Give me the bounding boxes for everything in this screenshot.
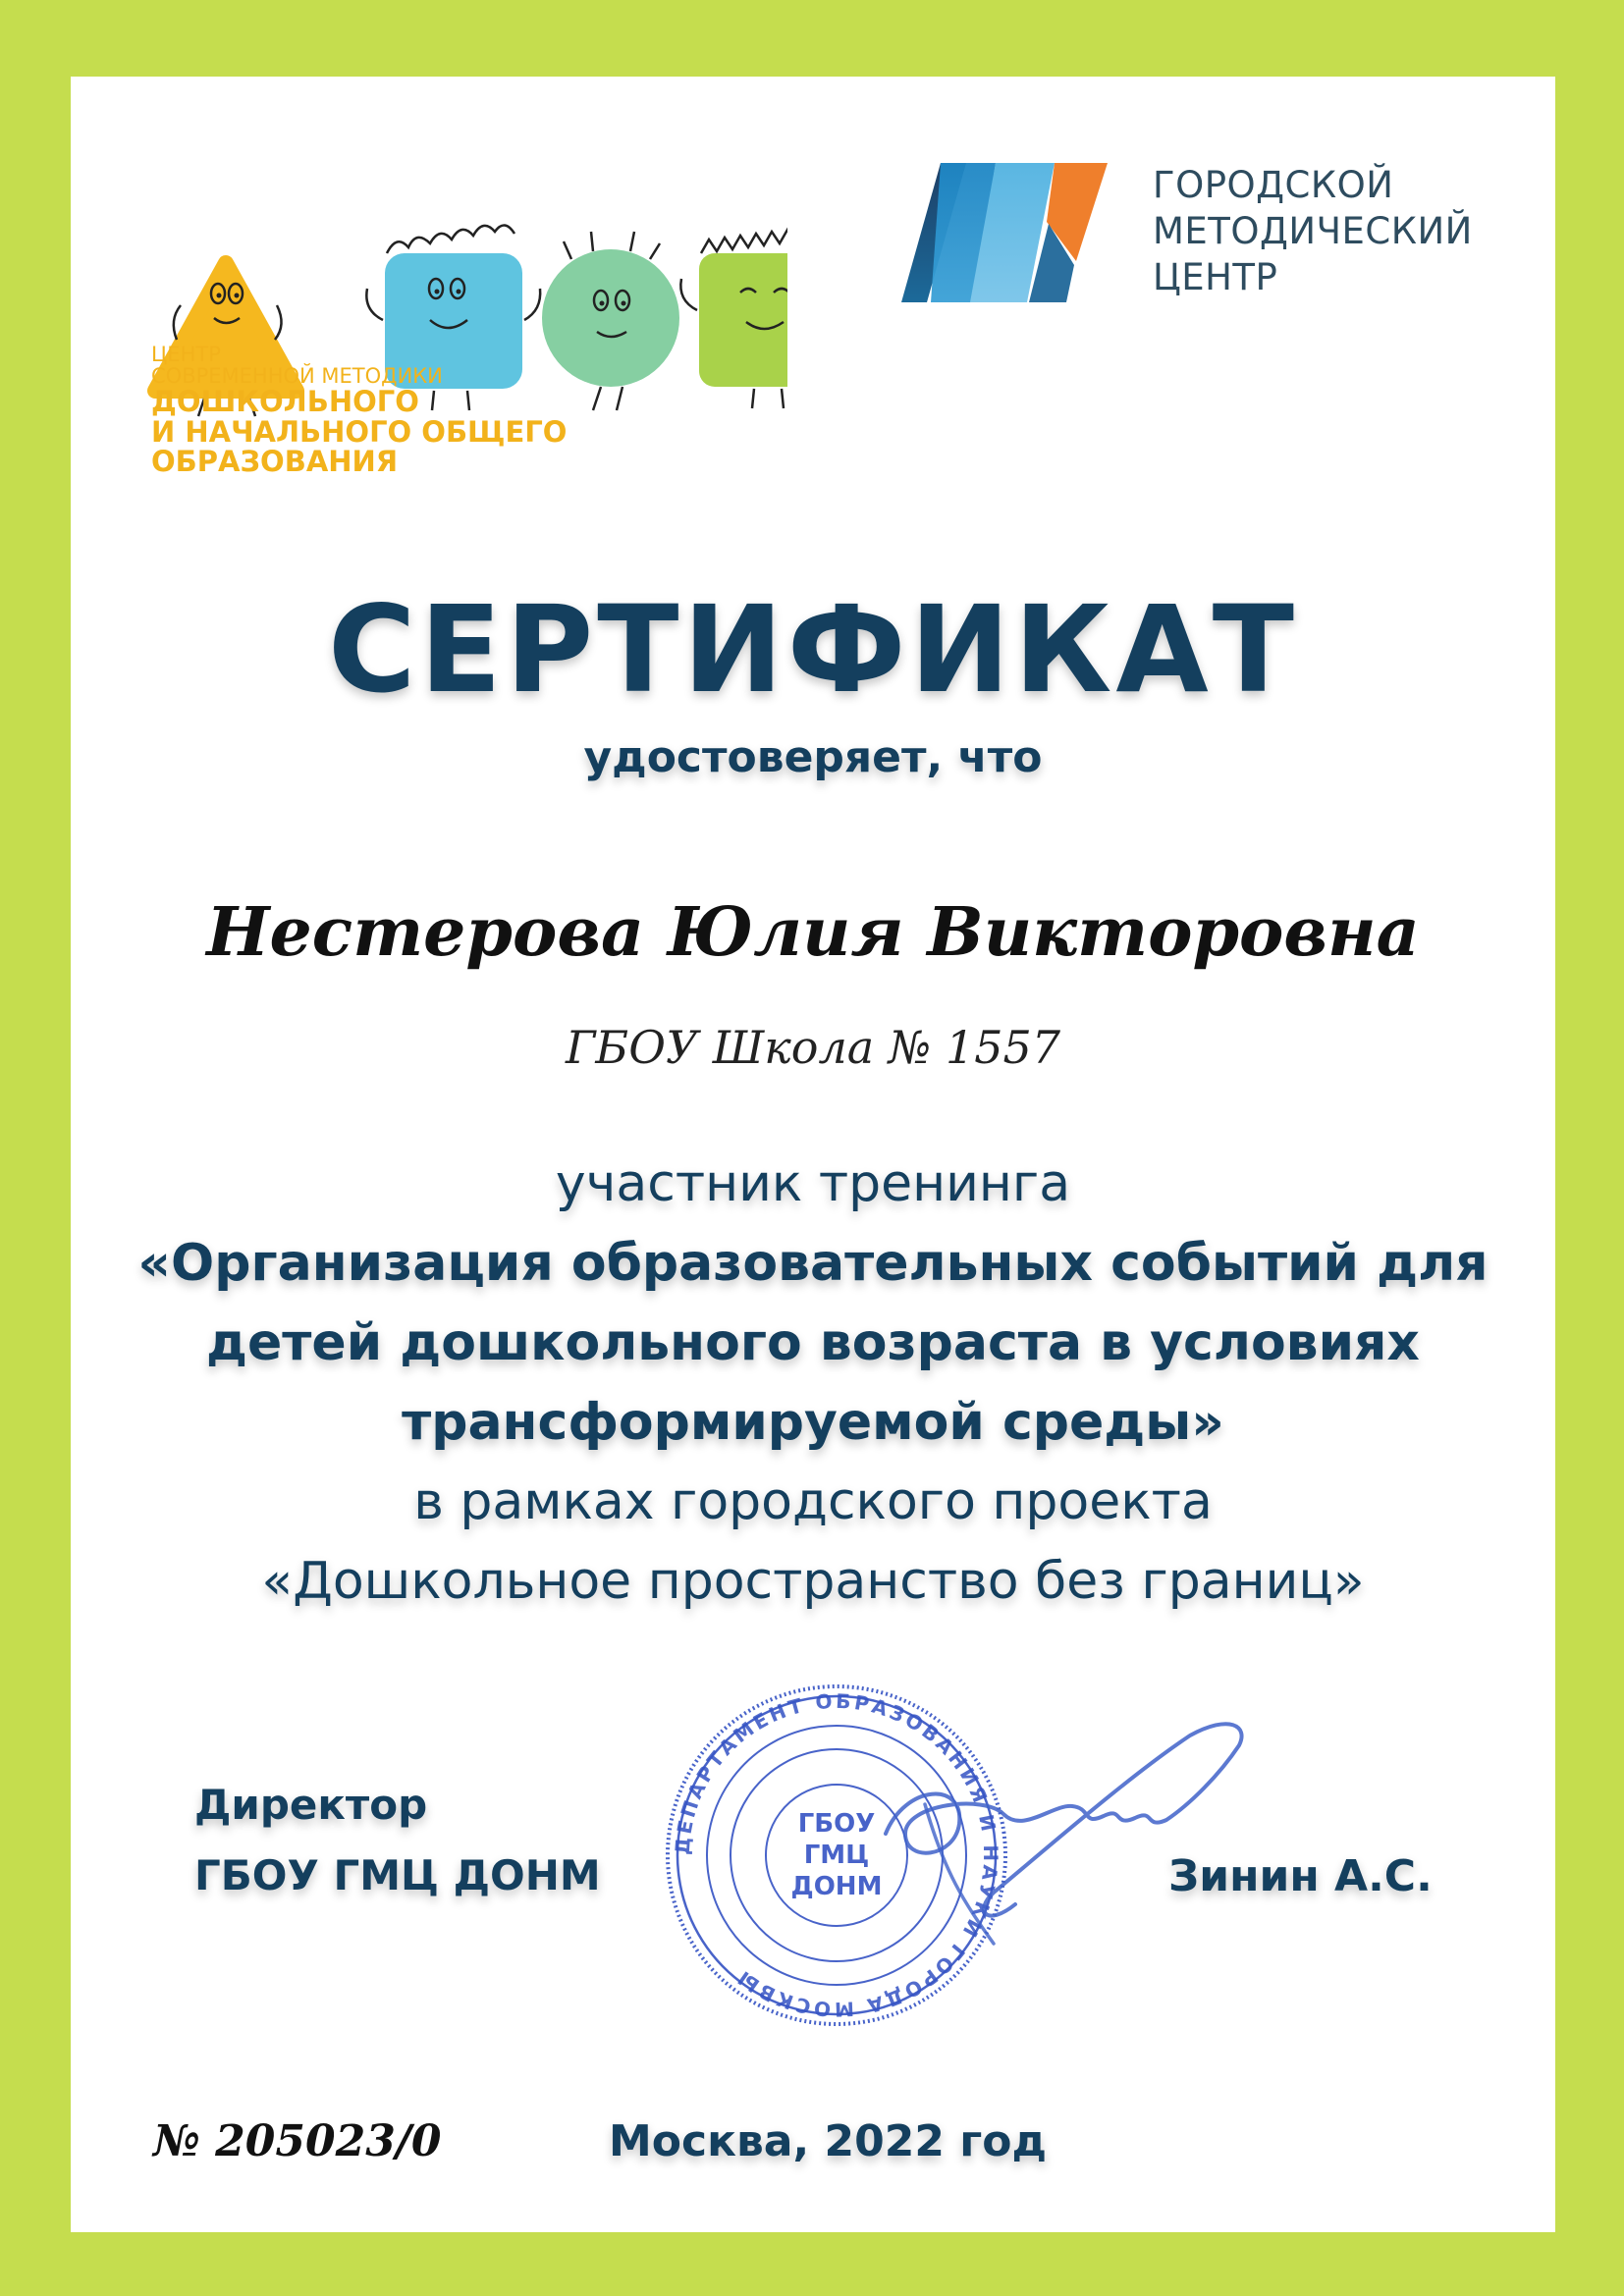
methodical-center-logo-text (1153, 162, 1473, 300)
logo-line: ДОШКОЛЬНОГО (151, 385, 419, 419)
seal-outer-text: ДЕПАРТАМЕНТ ОБРАЗОВАНИЯ И НАУКИ ГОРОДА МОСКВЫ (670, 1688, 1003, 2022)
issue-place-year: Москва, 2022 год (609, 2116, 1048, 2166)
certificate-number: № 205023/0 (153, 2116, 442, 2166)
body-line: в рамках городского проекта (413, 1472, 1213, 1531)
logo-line: ГОРОДСКОЙ (1153, 164, 1394, 206)
certificate-body (71, 1145, 1555, 1622)
seal-center-line: ГБОУ (797, 1809, 876, 1839)
lime-character-icon (680, 228, 787, 408)
logo-line: СОВРЕМЕННОЙ МЕТОДИКИ (151, 364, 443, 389)
signer-name: Зинин А.С. (1168, 1851, 1433, 1901)
certificate-sheet (71, 77, 1555, 2232)
body-line: участник тренинга (555, 1154, 1071, 1213)
methodical-center-logo-icon (901, 163, 1127, 302)
preschool-center-logo-text (151, 344, 567, 476)
logo-line: ОБРАЗОВАНИЯ (151, 444, 399, 478)
recipient-name: Нестерова Юлия Викторовна (206, 893, 1420, 972)
certificate-subtitle: удостоверяет, что (583, 732, 1043, 782)
logo-line: МЕТОДИЧЕСКИЙ (1153, 210, 1473, 252)
certificate-title: СЕРТИФИКАТ (327, 580, 1299, 720)
recipient-organization: ГБОУ Школа № 1557 (565, 1021, 1061, 1074)
director-title: Директор (194, 1781, 428, 1829)
seal-center-line: ГМЦ (803, 1841, 870, 1870)
project-title-line: «Дошкольное пространство без границ» (261, 1552, 1365, 1611)
logo-line: ЦЕНТР (151, 343, 221, 366)
training-title-line: детей дошкольного возраста в условиях (206, 1313, 1420, 1372)
logo-line: ЦЕНТР (1153, 256, 1278, 298)
director-signature-icon (758, 1686, 1269, 1961)
director-org: ГБОУ ГМЦ ДОНМ (194, 1851, 601, 1899)
training-title-line: трансформируемой среды» (402, 1393, 1224, 1452)
director-block (194, 1770, 601, 1911)
training-title-line: «Организация образовательных событий для (137, 1234, 1489, 1293)
logo-line: И НАЧАЛЬНОГО ОБЩЕГО (151, 414, 568, 449)
seal-center-line: ДОНМ (790, 1872, 883, 1901)
